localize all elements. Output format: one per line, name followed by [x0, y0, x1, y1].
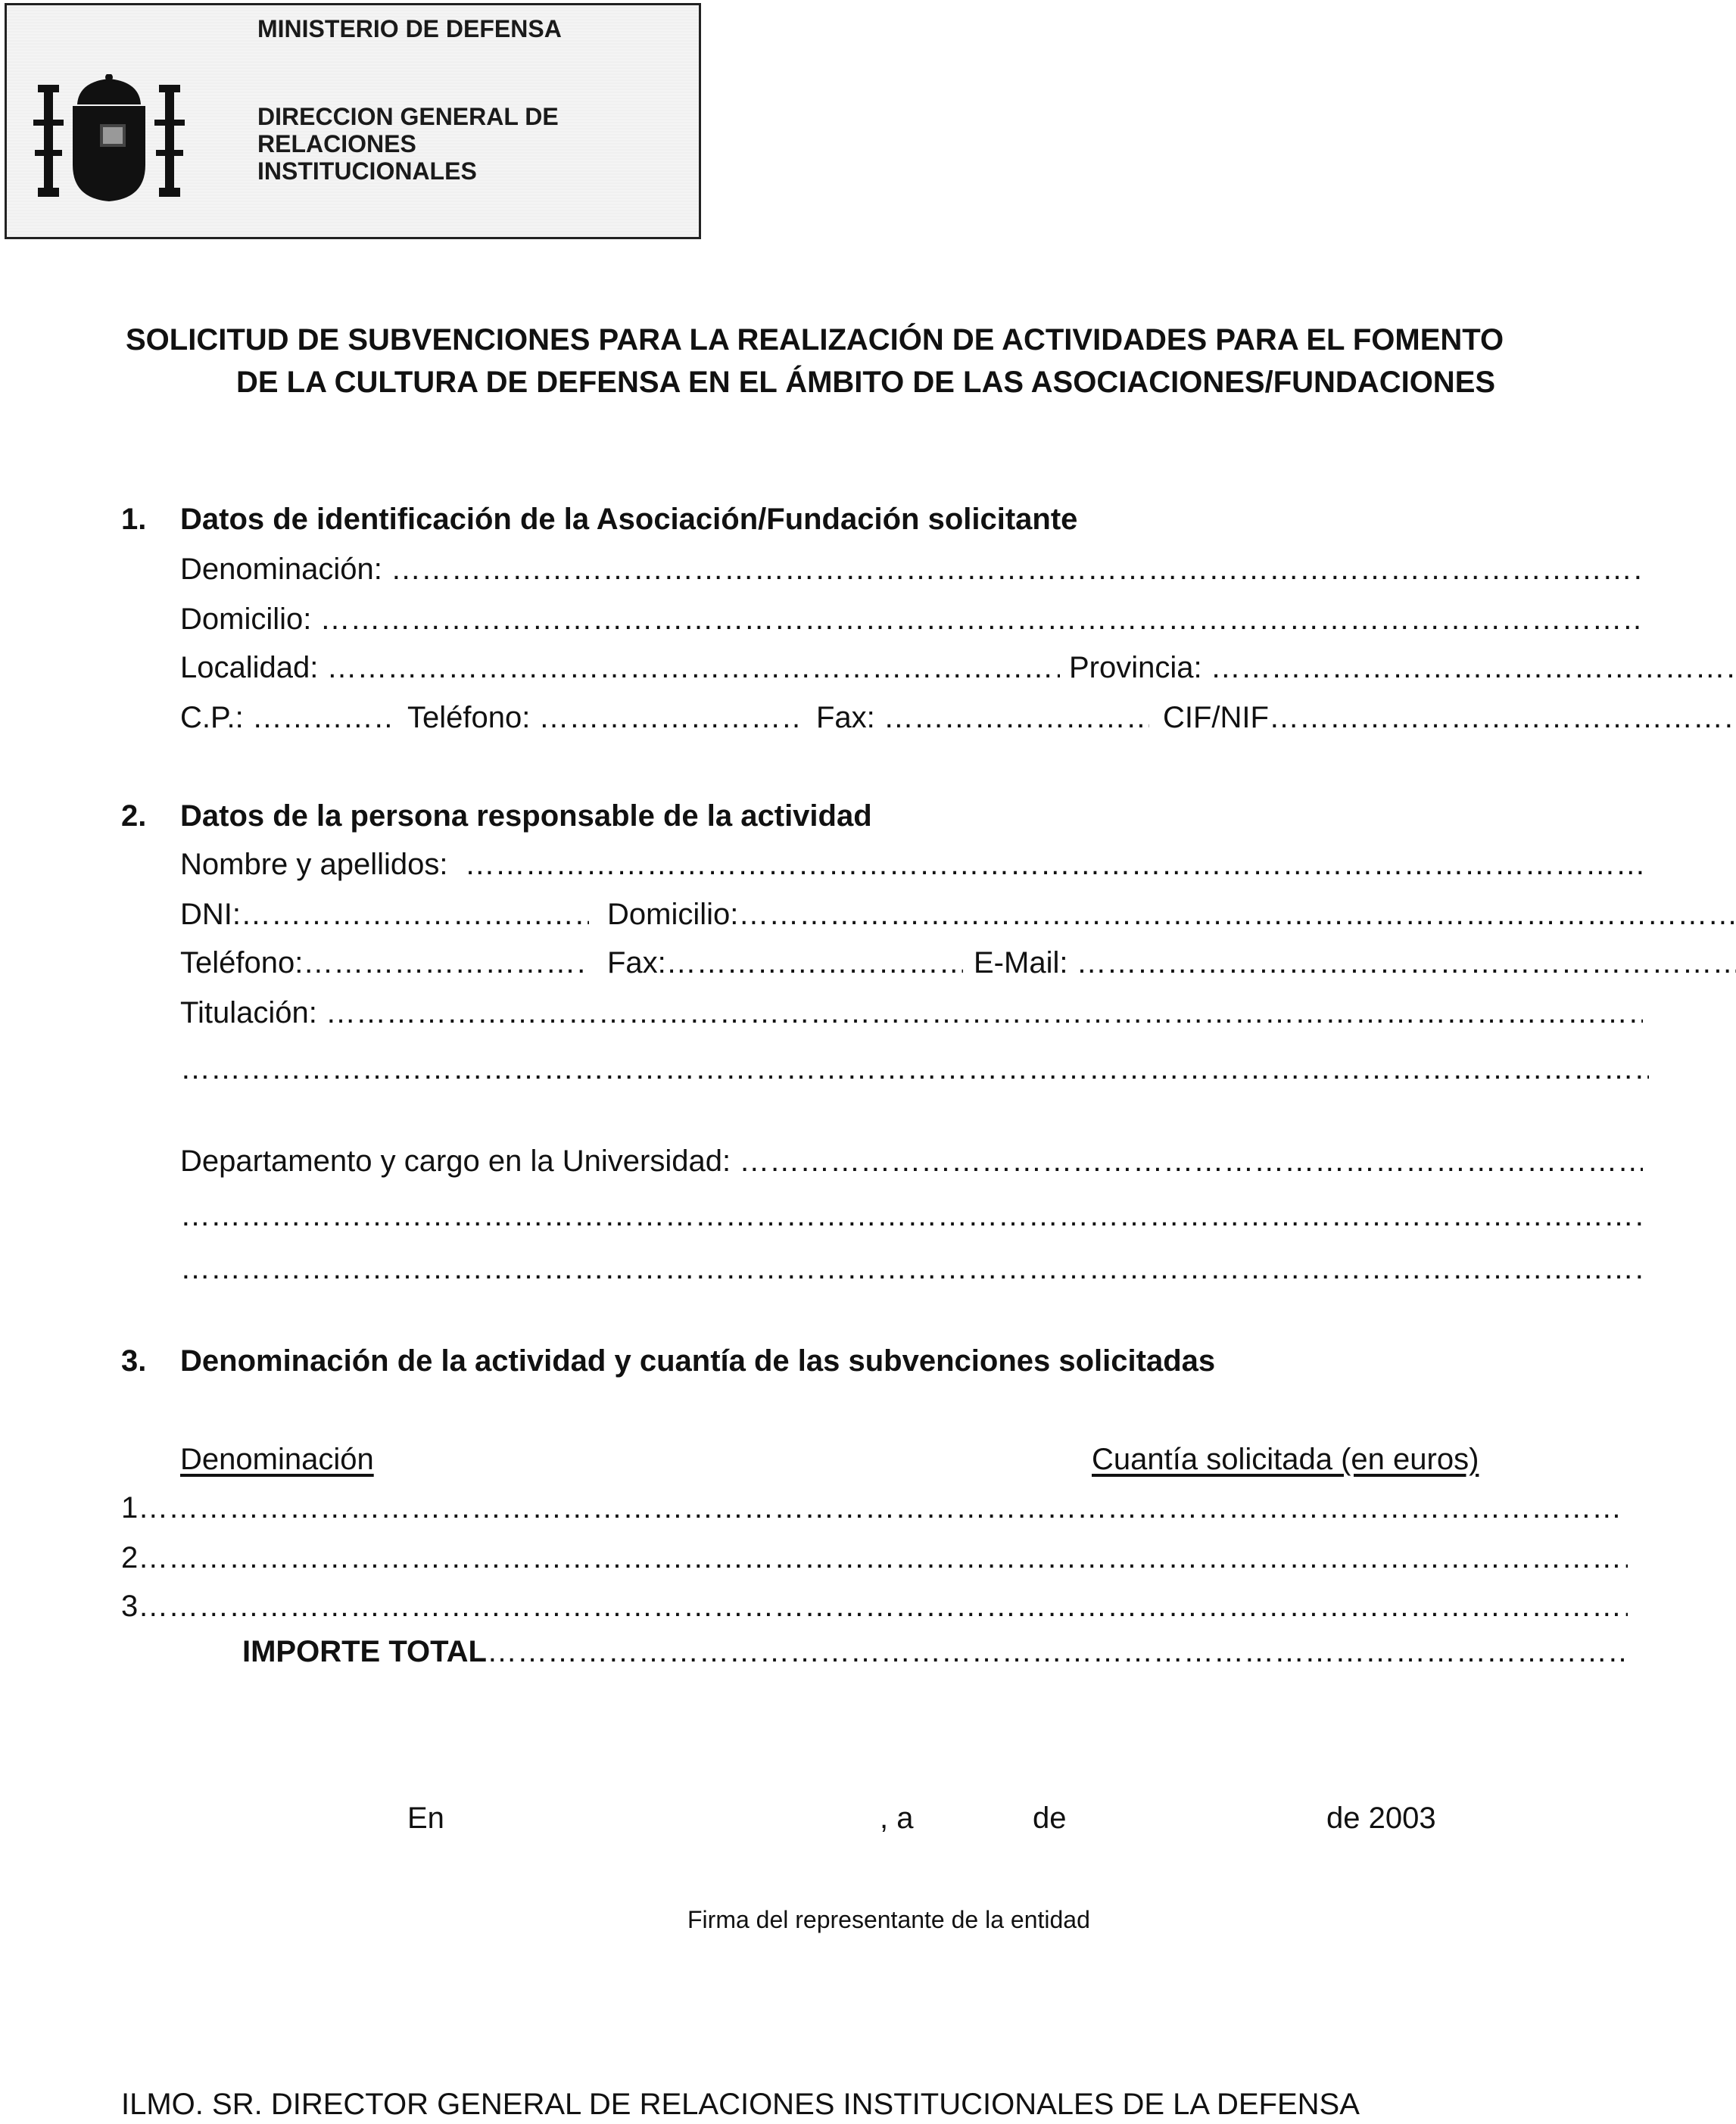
- label-telefono-responsable: Teléfono:: [180, 946, 304, 979]
- field-telefono[interactable]: [407, 701, 801, 735]
- field-email[interactable]: [974, 946, 1736, 980]
- row-telefono-fax-email: [180, 946, 1643, 986]
- label-domicilio: Domicilio:: [180, 603, 312, 636]
- field-provincia[interactable]: [1069, 651, 1736, 685]
- date-year: de 2003: [1326, 1802, 1436, 1835]
- label-cif: CIF/NIF: [1163, 701, 1269, 734]
- activity-row[interactable]: [121, 1491, 1620, 1531]
- form-title-line-1: SOLICITUD DE SUBVENCIONES PARA LA REALIZACIÓN DE ACTIVIDADES PARA EL FOMENTO: [126, 323, 1504, 357]
- row-number: 2: [121, 1541, 139, 1574]
- section-3-number: 3.: [121, 1344, 147, 1378]
- field-departamento[interactable]: [180, 1145, 1643, 1184]
- field-nombre[interactable]: [180, 848, 1643, 887]
- label-titulacion: Titulación:: [180, 996, 317, 1029]
- section-1-heading: Datos de identificación de la Asociación/Fundación solicitante: [180, 503, 1078, 536]
- field-cif[interactable]: [1163, 701, 1736, 735]
- field-domicilio[interactable]: [180, 603, 1643, 642]
- directorate-line-2: RELACIONES: [257, 130, 416, 157]
- row-number: 1: [121, 1491, 139, 1524]
- column-header-denominacion: Denominación: [180, 1443, 374, 1476]
- field-departamento-continued-2[interactable]: [180, 1252, 1643, 1291]
- activity-row[interactable]: [121, 1590, 1628, 1629]
- label-domicilio-responsable: Domicilio:: [607, 898, 739, 931]
- label-denominacion: Denominación:: [180, 553, 382, 586]
- field-domicilio-responsable[interactable]: [607, 898, 1736, 932]
- field-departamento-continued-1[interactable]: [180, 1199, 1643, 1238]
- label-telefono: Teléfono:: [407, 701, 531, 734]
- section-3-heading: Denominación de la actividad y cuantía de las subvenciones solicitadas: [180, 1344, 1216, 1378]
- field-cp[interactable]: [180, 701, 391, 735]
- activity-row[interactable]: [121, 1541, 1628, 1581]
- label-importe-total: IMPORTE TOTAL: [242, 1635, 487, 1668]
- section-2-number: 2.: [121, 799, 147, 833]
- field-fax[interactable]: [816, 701, 1149, 735]
- row-cp-telefono-fax-cif: [180, 701, 1643, 740]
- label-cp: C.P.:: [180, 701, 244, 734]
- label-nombre: Nombre y apellidos:: [180, 848, 448, 881]
- spain-coat-of-arms-icon: [33, 74, 185, 203]
- date-a: , a: [880, 1802, 914, 1835]
- importe-total-row[interactable]: [242, 1635, 1628, 1674]
- label-departamento: Departamento y cargo en la Universidad:: [180, 1145, 731, 1178]
- form-title-line-2: DE LA CULTURA DE DEFENSA EN EL ÁMBITO DE LAS ASOCIACIONES/FUNDACIONES: [236, 366, 1496, 399]
- row-number: 3: [121, 1590, 139, 1623]
- label-email: E-Mail:: [974, 946, 1068, 979]
- label-provincia: Provincia:: [1069, 651, 1202, 684]
- field-titulacion[interactable]: [180, 996, 1643, 1036]
- label-localidad: Localidad:: [180, 651, 319, 684]
- date-en: En: [407, 1802, 444, 1835]
- date-de: de: [1033, 1802, 1067, 1835]
- row-localidad-provincia: [180, 651, 1643, 690]
- directorate-line-3: INSTITUCIONALES: [257, 157, 477, 185]
- column-header-cuantia: Cuantía solicitada (en euros): [1092, 1443, 1479, 1476]
- ministry-name: MINISTERIO DE DEFENSA: [257, 15, 562, 42]
- section-2-heading: Datos de la persona responsable de la actividad: [180, 799, 872, 833]
- directorate-line-1: DIRECCION GENERAL DE: [257, 103, 559, 130]
- label-dni: DNI:: [180, 898, 241, 931]
- label-fax-responsable: Fax:: [607, 946, 666, 979]
- label-fax: Fax:: [816, 701, 875, 734]
- row-dni-domicilio: [180, 898, 1643, 937]
- field-denominacion[interactable]: [180, 553, 1643, 592]
- section-1-number: 1.: [121, 503, 147, 536]
- field-dni[interactable]: [180, 898, 589, 932]
- field-telefono-responsable[interactable]: [180, 946, 589, 980]
- addressee: ILMO. SR. DIRECTOR GENERAL DE RELACIONES INSTITUCIONALES DE LA DEFENSA: [121, 2088, 1360, 2121]
- signature-caption: Firma del representante de la entidad: [687, 1906, 1090, 1933]
- field-fax-responsable[interactable]: [607, 946, 963, 980]
- field-titulacion-continued[interactable]: [180, 1052, 1649, 1092]
- field-localidad[interactable]: [180, 651, 1060, 685]
